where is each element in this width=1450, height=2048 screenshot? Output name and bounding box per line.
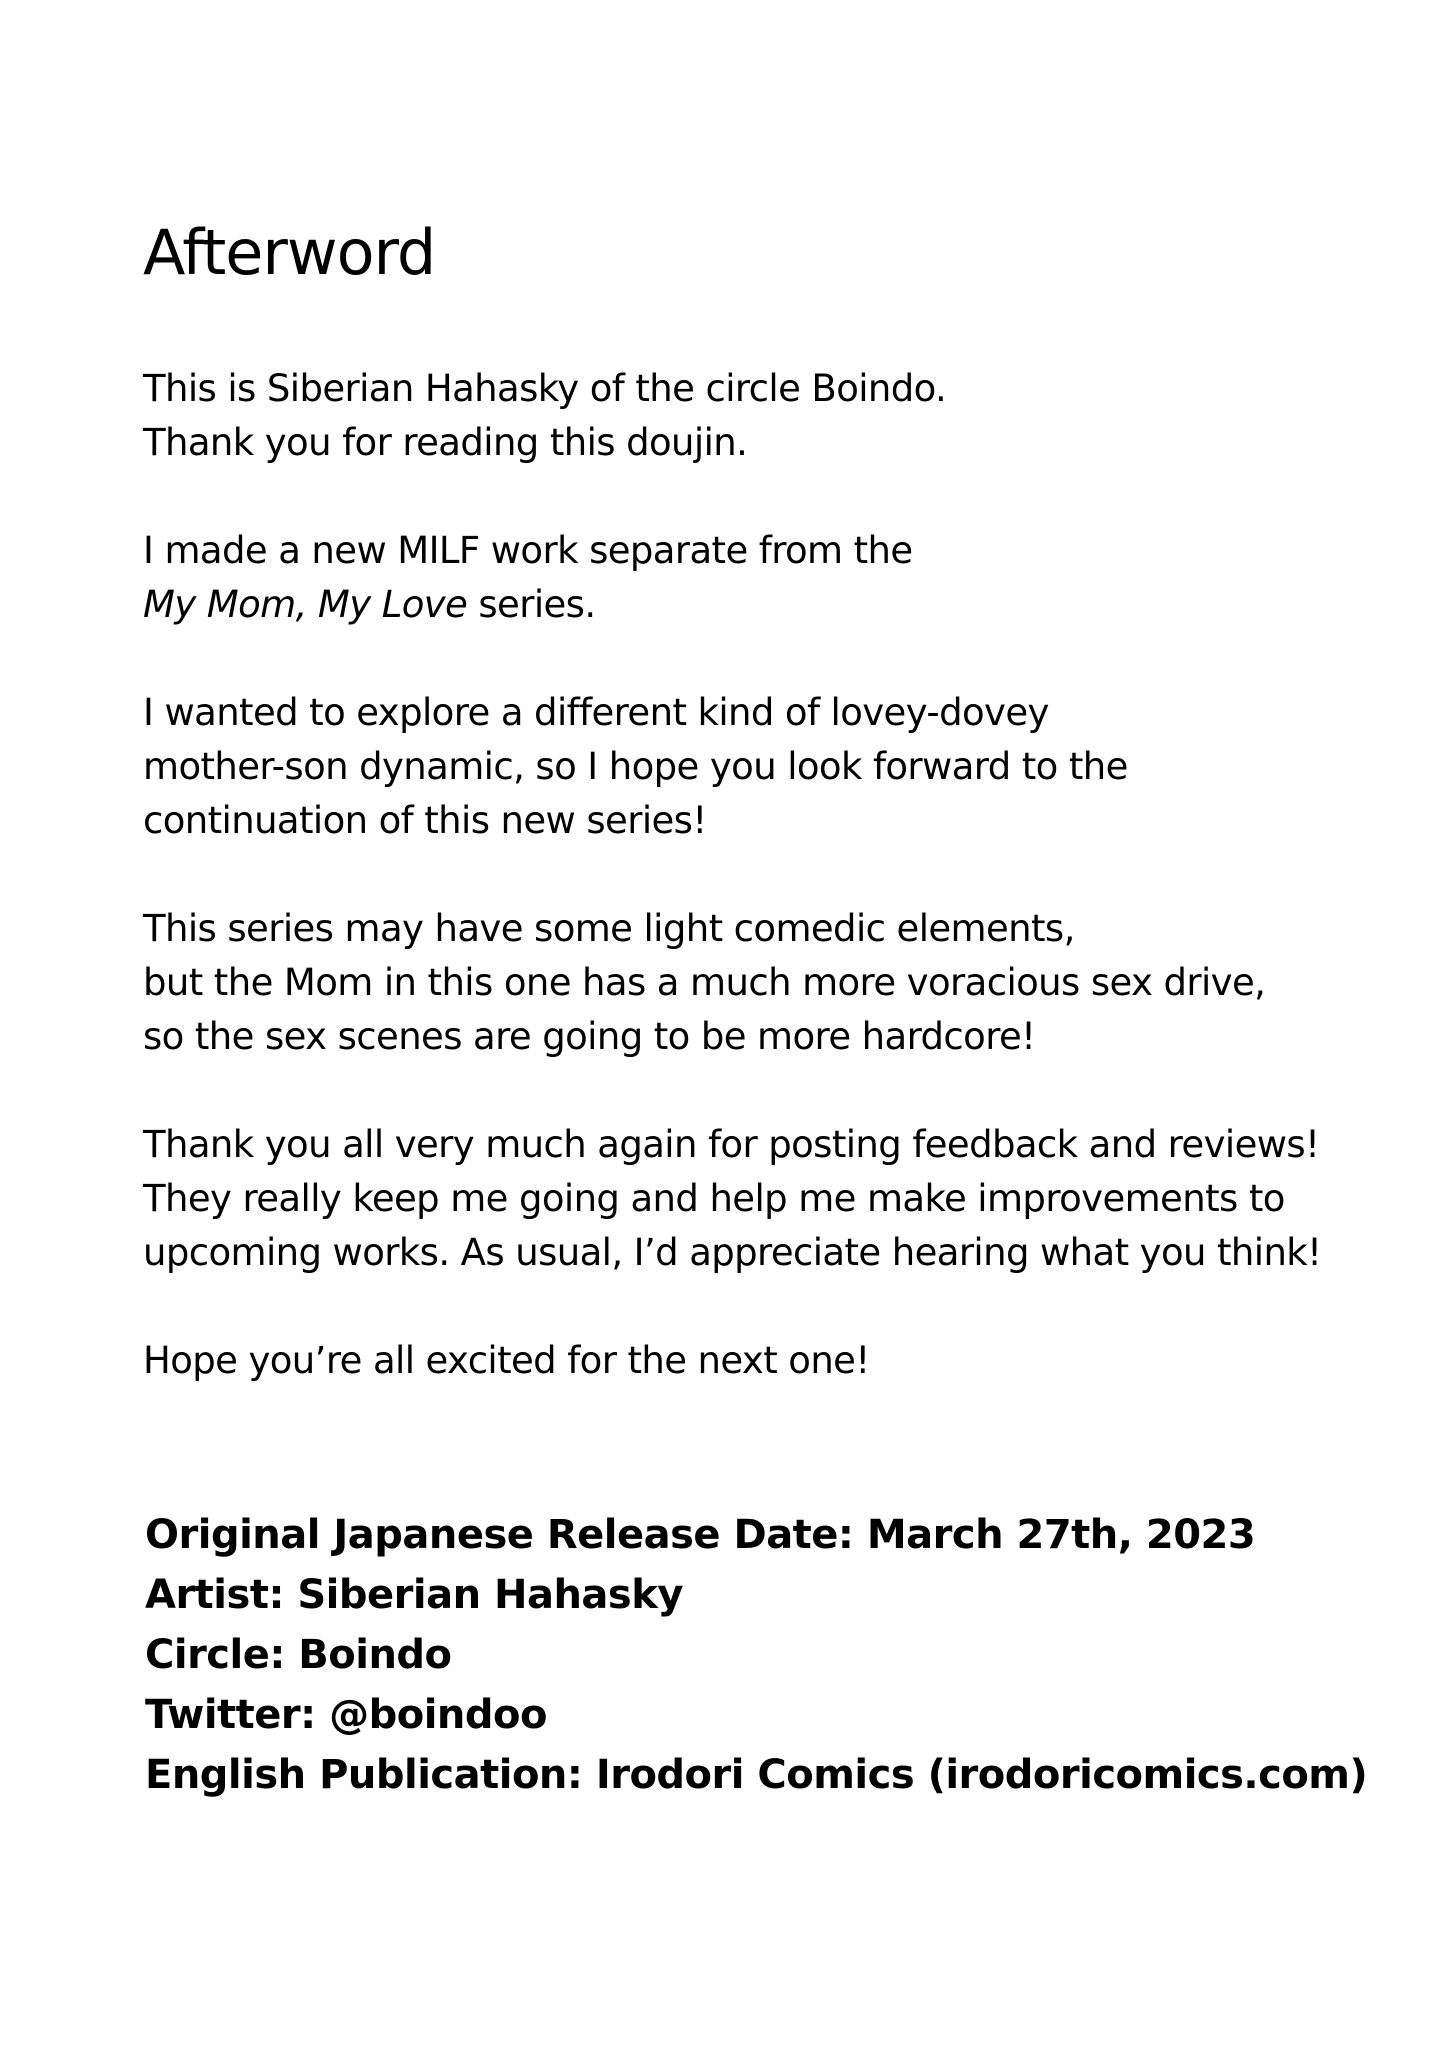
- text-line: I made a new MILF work separate from the: [143, 529, 913, 572]
- paragraph-new-work: [143, 524, 1393, 632]
- text-line: Thank you all very much again for posting feedback and reviews!: [143, 1123, 1320, 1166]
- text-line: Hope you’re all excited for the next one!: [143, 1339, 870, 1382]
- credits-block: [145, 1505, 1395, 1805]
- text-line: [143, 578, 1393, 632]
- text-line: so the sex scenes are going to be more hardcore!: [143, 1015, 1036, 1058]
- text-line: Thank you for reading this doujin.: [143, 421, 748, 464]
- paragraph-dynamic: [143, 686, 1393, 848]
- credit-twitter: Twitter: @boindoo: [145, 1692, 547, 1738]
- page-title: Afterword: [143, 216, 436, 289]
- credit-artist: Artist: Siberian Hahasky: [145, 1572, 683, 1618]
- paragraph-intro: [143, 362, 1393, 470]
- text-line: but the Mom in this one has a much more voracious sex drive,: [143, 961, 1266, 1004]
- text-line: mother-son dynamic, so I hope you look forward to the: [143, 745, 1128, 788]
- paragraph-series-notes: [143, 902, 1393, 1064]
- credit-publication: English Publication: Irodori Comics (irodoricomics.com): [145, 1752, 1368, 1798]
- series-title: My Mom, My Love: [143, 583, 468, 626]
- text-line: They really keep me going and help me make improvements to: [143, 1177, 1285, 1220]
- paragraph-closing: [143, 1334, 1393, 1388]
- text-fragment: series.: [467, 583, 596, 626]
- text-line: This series may have some light comedic elements,: [143, 907, 1075, 950]
- afterword-body: [143, 362, 1393, 1442]
- paragraph-thanks: [143, 1118, 1393, 1280]
- text-line: continuation of this new series!: [143, 799, 707, 842]
- credit-release-date: Original Japanese Release Date: March 27th, 2023: [145, 1512, 1256, 1558]
- text-line: upcoming works. As usual, I’d appreciate hearing what you think!: [143, 1231, 1322, 1274]
- text-line: I wanted to explore a different kind of lovey-dovey: [143, 691, 1049, 734]
- text-line: This is Siberian Hahasky of the circle Boindo.: [143, 367, 947, 410]
- credit-circle: Circle: Boindo: [145, 1632, 452, 1678]
